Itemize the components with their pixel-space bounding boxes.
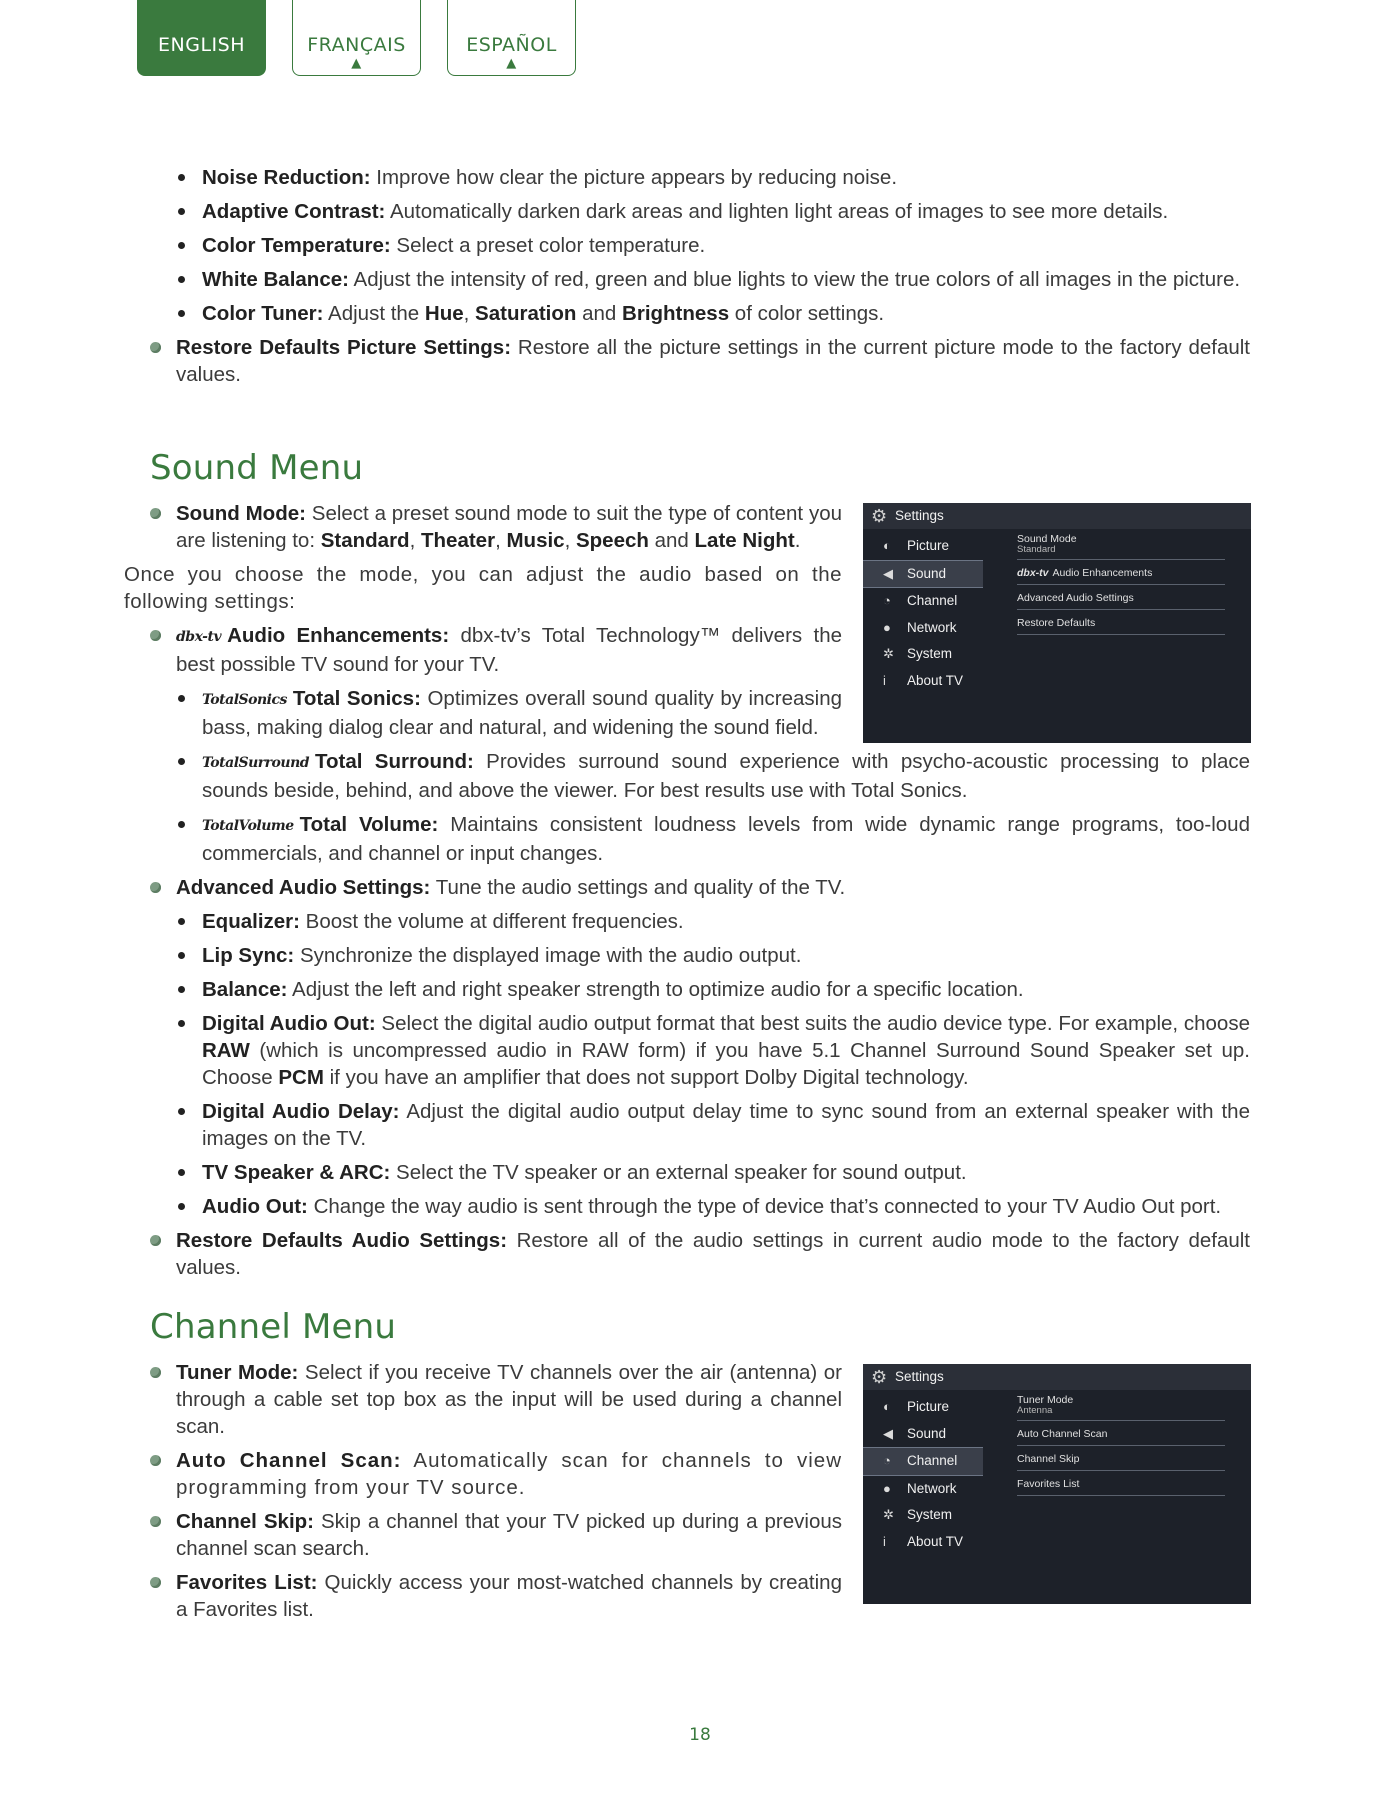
list-item: Lip Sync: Synchronize the displayed image with the audio output. bbox=[150, 942, 1250, 969]
tv-option-tuner-mode: Tuner Mode Antenna bbox=[1017, 1392, 1225, 1421]
sound-intro-block bbox=[124, 500, 843, 748]
total-surround-logo: TotalSurround bbox=[202, 755, 310, 771]
list-item: TotalVolume Total Volume: Maintains consistent loudness levels from wide dynamic range programs, too-loud commercials, and channel or input changes. bbox=[150, 811, 1250, 867]
gear-icon: ⚙ bbox=[871, 506, 888, 526]
tab-francais[interactable] bbox=[292, 0, 421, 76]
list-item: Digital Audio Out: Select the digital audio output format that best suits the audio device type. For example, choose RAW (which is uncompressed audio in RAW form) if you have 5.1 Channel Surround Sound Speaker set up. Choose PCM if you have an amplifier that does not support Dolby Digital technology. bbox=[150, 1010, 1250, 1091]
tv-option-auto-channel-scan: Auto Channel Scan bbox=[1017, 1426, 1225, 1446]
tv-option-advanced-audio: Advanced Audio Settings bbox=[1017, 590, 1225, 610]
tv-menu-item-channel: ◔ Channel bbox=[863, 588, 983, 615]
tv-settings-header: ⚙ Settings bbox=[863, 503, 1251, 529]
list-item: Noise Reduction: Improve how clear the picture appears by reducing noise. bbox=[150, 164, 1250, 191]
tv-menu-item-network: ● Network bbox=[863, 615, 983, 642]
tv-settings-menu bbox=[863, 533, 983, 694]
tv-option-restore-defaults: Restore Defaults bbox=[1017, 615, 1225, 635]
tv-option-sound-mode: Sound Mode Standard bbox=[1017, 531, 1225, 560]
total-volume-logo: TotalVolume bbox=[202, 818, 294, 834]
channel-menu-heading: Channel Menu bbox=[150, 1307, 397, 1347]
tv-channel-settings-screenshot bbox=[863, 1364, 1251, 1604]
picture-sub-list bbox=[150, 164, 1250, 327]
globe-icon: ● bbox=[883, 1480, 891, 1496]
tab-english[interactable] bbox=[137, 0, 266, 76]
list-item: Auto Channel Scan: Automatically scan for channels to view programming from your TV source. bbox=[150, 1447, 842, 1501]
tv-menu-item-about: i About TV bbox=[863, 1529, 983, 1556]
tv-option-favorites-list: Favorites List bbox=[1017, 1476, 1225, 1496]
tv-menu-item-about: i About TV bbox=[863, 668, 983, 695]
satellite-icon: ◔ bbox=[883, 1453, 891, 1468]
dbx-tv-logo: dbx-tv bbox=[176, 629, 222, 645]
list-item: Favorites List: Quickly access your most-watched channels by creating a Favorites list. bbox=[150, 1569, 842, 1623]
tv-menu-item-channel: ◔ Channel bbox=[863, 1447, 983, 1476]
list-item: Tuner Mode: Select if you receive TV channels over the air (antenna) or through a cable set top box as the input will be used during a channel scan. bbox=[150, 1359, 842, 1440]
up-arrow-icon: ▲ bbox=[506, 56, 517, 71]
tab-english-label: ENGLISH bbox=[158, 34, 245, 56]
tv-settings-options bbox=[1017, 1392, 1225, 1501]
tab-espanol[interactable] bbox=[447, 0, 576, 76]
picture-settings-section bbox=[150, 164, 1250, 395]
tv-settings-menu bbox=[863, 1394, 983, 1555]
page-number: 18 bbox=[689, 1725, 711, 1745]
tab-francais-label: FRANÇAIS bbox=[307, 34, 406, 56]
tv-menu-item-sound: ◀ Sound bbox=[863, 560, 983, 589]
list-item: Restore Defaults Picture Settings: Restore all the picture settings in the current picture mode to the factory default values. bbox=[150, 334, 1250, 388]
tv-menu-item-system: ✲ System bbox=[863, 641, 983, 668]
info-icon: i bbox=[883, 1533, 886, 1549]
tv-settings-options bbox=[1017, 531, 1225, 640]
total-sonics-logo: TotalSonics bbox=[202, 692, 287, 708]
list-item: Equalizer: Boost the volume at different frequencies. bbox=[150, 908, 1250, 935]
list-item: Color Temperature: Select a preset color temperature. bbox=[150, 232, 1250, 259]
list-item: Balance: Adjust the left and right speaker strength to optimize audio for a specific location. bbox=[150, 976, 1250, 1003]
list-item: Digital Audio Delay: Adjust the digital audio output delay time to sync sound from an external speaker with the images on the TV. bbox=[150, 1098, 1250, 1152]
picture-main-list bbox=[150, 334, 1250, 388]
tv-menu-item-picture: ◐ Picture bbox=[863, 533, 983, 560]
globe-icon: ● bbox=[883, 619, 891, 635]
tab-espanol-label: ESPAÑOL bbox=[466, 34, 557, 56]
picture-icon: ◐ bbox=[883, 1399, 891, 1414]
list-item: Adaptive Contrast: Automatically darken dark areas and lighten light areas of images to see more details. bbox=[150, 198, 1250, 225]
speaker-icon: ◀ bbox=[883, 565, 893, 581]
sound-menu-heading: Sound Menu bbox=[150, 448, 364, 488]
tv-menu-item-picture: ◐ Picture bbox=[863, 1394, 983, 1421]
tv-option-channel-skip: Channel Skip bbox=[1017, 1451, 1225, 1471]
list-item: White Balance: Adjust the intensity of red, green and blue lights to view the true colors of all images in the picture. bbox=[150, 266, 1250, 293]
gear-icon: ✲ bbox=[883, 646, 894, 661]
tv-menu-item-network: ● Network bbox=[863, 1476, 983, 1503]
list-item: TotalSonics Total Sonics: Optimizes overall sound quality by increasing bass, making dialog clear and natural, and widening the sound field. bbox=[150, 685, 842, 741]
list-item: Channel Skip: Skip a channel that your TV picked up during a previous channel scan search. bbox=[150, 1508, 842, 1562]
list-item: TotalSurround Total Surround: Provides surround sound experience with psycho-acoustic processing to place sounds beside, behind, and above the viewer. For best results use with Total Sonics. bbox=[150, 748, 1250, 804]
channel-items-block bbox=[150, 1359, 842, 1630]
list-item: TV Speaker & ARC: Select the TV speaker or an external speaker for sound output. bbox=[150, 1159, 1250, 1186]
gear-icon: ✲ bbox=[883, 1507, 894, 1522]
list-item: Advanced Audio Settings: Tune the audio settings and quality of the TV. bbox=[150, 874, 1250, 901]
satellite-icon: ◔ bbox=[883, 593, 891, 608]
list-item: Sound Mode: Select a preset sound mode to suit the type of content you are listening to: Standard, Theater, Music, Speech and Late Night. bbox=[150, 500, 842, 554]
list-item: dbx-tv Audio Enhancements: dbx-tv’s Total Technology™ delivers the best possible TV sound for your TV. bbox=[150, 622, 842, 678]
gear-icon: ⚙ bbox=[871, 1367, 888, 1387]
sound-intro-text: Once you choose the mode, you can adjust the audio based on the following settings: bbox=[124, 563, 842, 613]
list-item: Audio Out: Change the way audio is sent through the type of device that’s connected to your TV Audio Out port. bbox=[150, 1193, 1250, 1220]
tv-menu-item-system: ✲ System bbox=[863, 1502, 983, 1529]
list-item: Restore Defaults Audio Settings: Restore all of the audio settings in current audio mode to the factory default values. bbox=[150, 1227, 1250, 1281]
speaker-icon: ◀ bbox=[883, 1425, 893, 1441]
dbx-tv-logo: dbx-tv bbox=[1017, 567, 1049, 579]
info-icon: i bbox=[883, 672, 886, 688]
up-arrow-icon: ▲ bbox=[351, 56, 362, 71]
picture-icon: ◐ bbox=[883, 538, 891, 553]
sound-total-block bbox=[150, 748, 1250, 1288]
tv-settings-header: ⚙ Settings bbox=[863, 1364, 1251, 1390]
tv-menu-item-sound: ◀ Sound bbox=[863, 1421, 983, 1448]
tv-sound-settings-screenshot bbox=[863, 503, 1251, 743]
list-item: Color Tuner: Adjust the Hue, Saturation and Brightness of color settings. bbox=[150, 300, 1250, 327]
tv-option-audio-enhancements: dbx-tv Audio Enhancements bbox=[1017, 565, 1225, 585]
